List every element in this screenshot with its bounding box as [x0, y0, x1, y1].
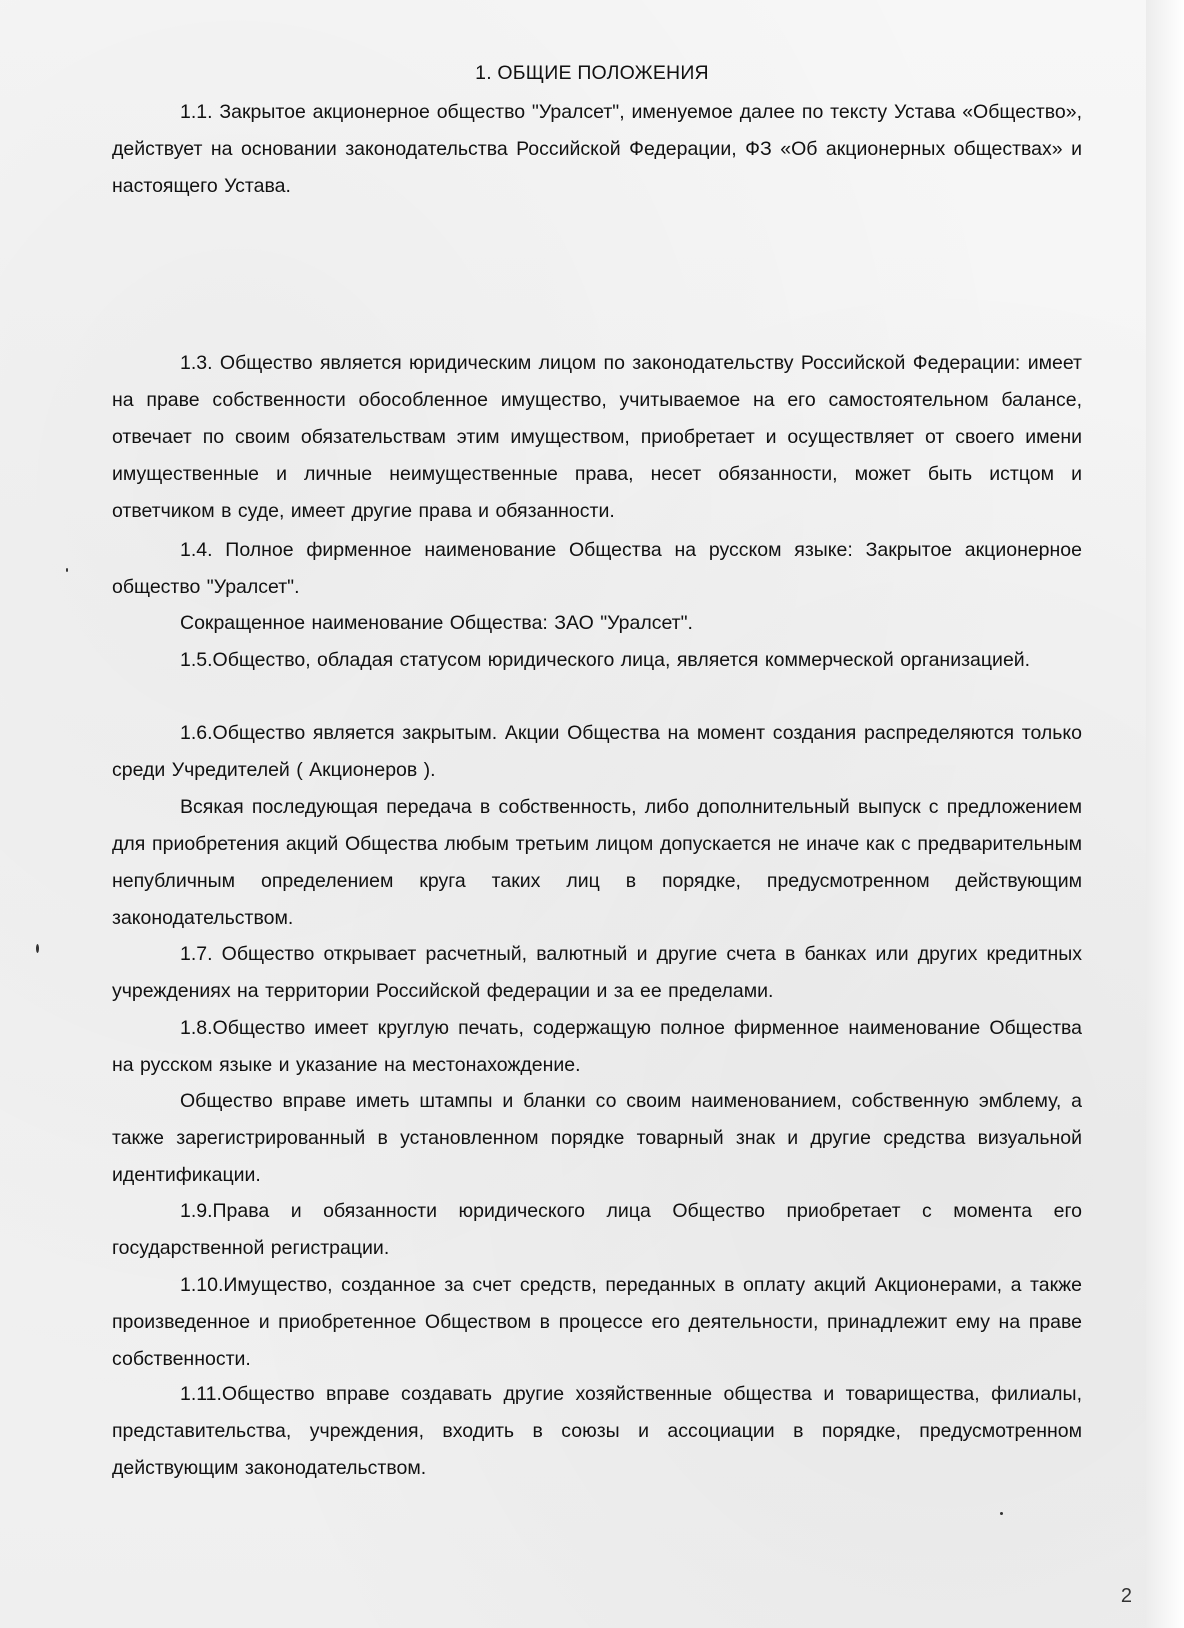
scan-edge: [1146, 0, 1184, 1628]
section-heading: 1. ОБЩИЕ ПОЛОЖЕНИЯ: [475, 62, 709, 84]
paragraph-1-9: 1.9.Права и обязанности юридического лица Общество приобретает с момента его государственной регистрации.: [112, 1200, 1082, 1259]
paragraph-1-1: 1.1. Закрытое акционерное общество "Уралсет", именуемое далее по тексту Устава «Общество», действует на основании законодательства Российской Федерации, ФЗ «Об акционерных обществах» и настоящего Устава.: [112, 101, 1082, 197]
page-number: 2: [1120, 1585, 1132, 1607]
paragraph-1-8: 1.8.Общество имеет круглую печать, содержащую полное фирменное наименование Общества на русском языке и указание на местонахождение.: [112, 1017, 1082, 1076]
paragraph-stamps: Общество вправе иметь штампы и бланки со своим наименованием, собственную эмблему, а также зарегистрированный в установленном порядке товарный знак и другие средства визуальной идентификации.: [112, 1090, 1082, 1186]
scan-speck: [66, 568, 68, 572]
paragraph-transfer: Всякая последующая передача в собственность, либо дополнительный выпуск с предложением для приобретения акций Общества любым третьим лицом допускается не иначе как с предварительным непубличным определением круга таких лиц в порядке, предусмотренном действующим законодательством.: [112, 796, 1082, 929]
scan-speck: [36, 944, 39, 953]
paragraph-short-name: Сокращенное наименование Общества: ЗАО "Уралсет".: [180, 612, 693, 634]
paragraph-1-7: 1.7. Общество открывает расчетный, валютный и другие счета в банках или других кредитных учреждениях на территории Российской федерации и за ее пределами.: [112, 943, 1082, 1002]
paragraph-1-11: 1.11.Общество вправе создавать другие хозяйственные общества и товарищества, филиалы, представительства, учреждения, входить в союзы и ассоциации в порядке, предусмотренном действующим законодательством.: [112, 1383, 1082, 1479]
paragraph-1-5: 1.5.Общество, обладая статусом юридического лица, является коммерческой организацией.: [180, 649, 1031, 671]
paragraph-1-10: 1.10.Имущество, созданное за счет средств, переданных в оплату акций Акционерами, а также произведенное и приобретенное Обществом в процессе его деятельности, принадлежит ему на праве собственности.: [112, 1274, 1082, 1370]
scan-speck: [1000, 1512, 1003, 1515]
paragraph-1-3: 1.3. Общество является юридическим лицом по законодательству Российской Федерации: имеет на праве собственности обособленное имущество, учитываемое на его самостоятельном балансе, отвечает по своим обязательствам этим имуществом, приобретает и осуществляет от своего имени имущественные и личные неимущественные права, несет обязанности, может быть истцом и ответчиком в суде, имеет другие права и обязанности.: [112, 352, 1082, 522]
paragraph-1-4: 1.4. Полное фирменное наименование Общества на русском языке: Закрытое акционерное общество "Уралсет".: [112, 539, 1082, 598]
paragraph-1-6: 1.6.Общество является закрытым. Акции Общества на момент создания распределяются только среди Учредителей ( Акционеров ).: [112, 722, 1082, 781]
